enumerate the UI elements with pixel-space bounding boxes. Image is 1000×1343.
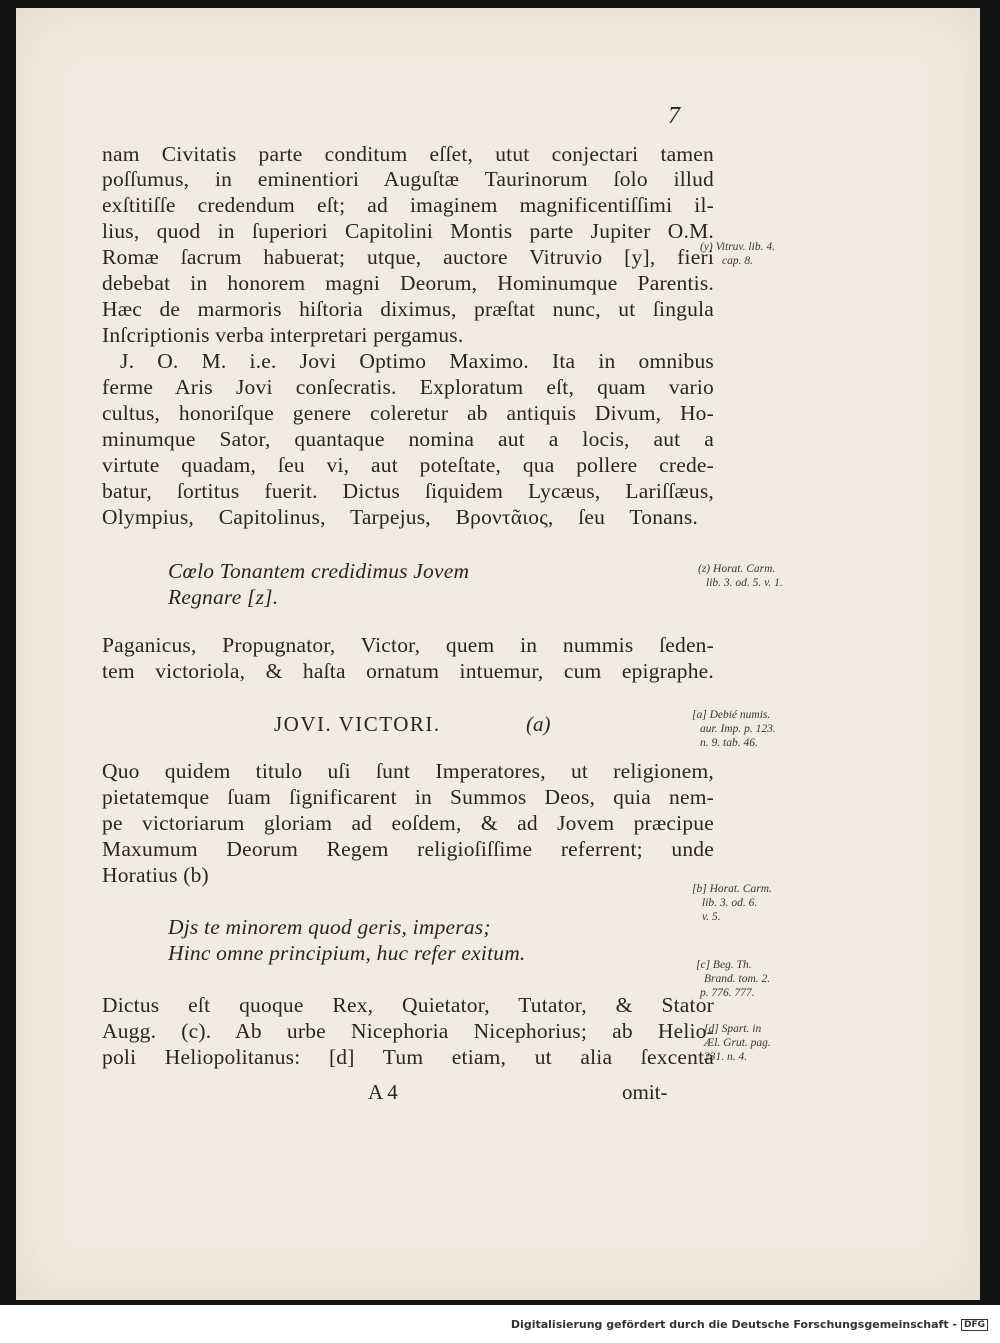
margin-note-line: p. 776. 777. <box>700 987 755 999</box>
text-line: debebat in honorem magni Deorum, Hominumque Parentis. <box>102 271 714 295</box>
text-line: cultus, honoriſque genere coleretur ab antiquis Divum, Ho- <box>102 401 714 425</box>
verse-line: Regnare [z]. <box>168 585 279 609</box>
text-line: Quo quidem titulo uſi ſunt Imperatores, ut religionem, <box>102 759 714 783</box>
margin-note-line: [c] Beg. Th. <box>696 959 752 971</box>
text-line: Paganicus, Propugnator, Victor, quem in nummis ſeden- <box>102 633 714 657</box>
text-line: batur, ſortitus fuerit. Dictus ſiquidem Lycæus, Lariſſæus, <box>102 479 714 503</box>
text-line: Inſcriptionis verba interpretari pergamus. <box>102 323 464 347</box>
margin-note-line: 231. n. 4. <box>704 1051 748 1063</box>
margin-note-line: aur. Imp. p. 123. <box>700 723 776 735</box>
text-line: tem victoriola, & haſta ornatum intuemur, cum epigraphe. <box>102 659 714 683</box>
text-line: Augg. (c). Ab urbe Nicephoria Nicephorius; ab Helio- <box>102 1019 714 1043</box>
margin-note-line: (y) Vitruv. lib. 4. <box>700 241 775 253</box>
text-line: ferme Aris Jovi conſecratis. Exploratum eſt, quam vario <box>102 375 714 399</box>
text-line: pietatemque ſuam ſignificarent in Summos Deos, quia nem- <box>102 785 714 809</box>
text-line: poſſumus, in eminentiori Auguſtæ Taurinorum ſolo illud <box>102 167 714 191</box>
margin-note <box>698 562 783 590</box>
text-line: Romæ ſacrum habuerat; utque, auctore Vitruvio [y], fieri <box>102 245 714 269</box>
text-line: Horatius (b) <box>102 863 209 887</box>
text-line: minumque Sator, quantaque nomina aut a locis, aut a <box>102 427 714 451</box>
margin-note <box>692 882 772 924</box>
margin-note-line: lib. 3. od. 6. <box>702 897 758 909</box>
verse-line: Hinc omne principium, huc refer exitum. <box>168 941 526 965</box>
digitization-footer <box>0 1318 988 1331</box>
margin-note <box>704 1022 771 1064</box>
margin-note <box>692 708 776 750</box>
inscription-heading-ref: (a) <box>526 712 551 736</box>
text-line: Hæc de marmoris hiſtoria diximus, præſtat nunc, ut ſingula <box>102 297 714 321</box>
page-number: 7 <box>668 103 680 129</box>
text-line: exſtitiſſe credendum eſt; ad imaginem magnificentiſſimi il- <box>102 193 714 217</box>
dfg-logo: DFG <box>961 1319 988 1331</box>
signature-mark: A 4 <box>368 1080 398 1104</box>
text-line: pe victoriarum gloriam ad eoſdem, & ad Jovem præcipue <box>102 811 714 835</box>
text-line: Olympius, Capitolinus, Tarpejus, Βροντᾶιος, ſeu Tonans. <box>102 505 698 529</box>
margin-note-line: [d] Spart. in <box>704 1023 762 1035</box>
margin-note-line: Æl. Grut. pag. <box>704 1037 771 1049</box>
text-line: Maxumum Deorum Regem religioſiſſime referrent; unde <box>102 837 714 861</box>
margin-note <box>696 958 770 1000</box>
margin-note-line: cap. 8. <box>722 255 753 267</box>
margin-note-line: [b] Horat. Carm. <box>692 883 772 895</box>
margin-note-line: [a] Debié numis. <box>692 709 771 721</box>
margin-note-line: Brand. tom. 2. <box>704 973 771 985</box>
catchword: omit- <box>622 1080 668 1104</box>
footer-text: Digitalisierung gefördert durch die Deutsche Forschungsgemeinschaft - <box>510 1318 957 1331</box>
text-line: lius, quod in ſuperiori Capitolini Montis parte Jupiter O.M. <box>102 219 714 243</box>
text-line: J. O. M. i.e. Jovi Optimo Maximo. Ita in omnibus <box>120 349 714 373</box>
text-line: virtute quadam, ſeu vi, aut poteſtate, qua pollere crede- <box>102 453 714 477</box>
margin-note-line: v. 5. <box>702 911 721 923</box>
text-line: Dictus eſt quoque Rex, Quietator, Tutator, & Stator <box>102 993 714 1017</box>
margin-note <box>700 240 775 268</box>
margin-note-line: n. 9. tab. 46. <box>700 737 758 749</box>
text-line: poli Heliopolitanus: [d] Tum etiam, ut alia ſexcenta <box>102 1045 714 1069</box>
margin-note-line: (z) Horat. Carm. <box>698 563 776 575</box>
margin-note-line: lib. 3. od. 5. v. 1. <box>706 577 783 589</box>
text-line: nam Civitatis parte conditum eſſet, utut conjectari tamen <box>102 142 714 166</box>
book-page <box>16 8 980 1300</box>
inscription-heading: JOVI. VICTORI. <box>274 712 441 736</box>
verse-line: Djs te minorem quod geris, imperas; <box>168 915 491 939</box>
verse-line: Cœlo Tonantem credidimus Jovem <box>168 559 470 583</box>
